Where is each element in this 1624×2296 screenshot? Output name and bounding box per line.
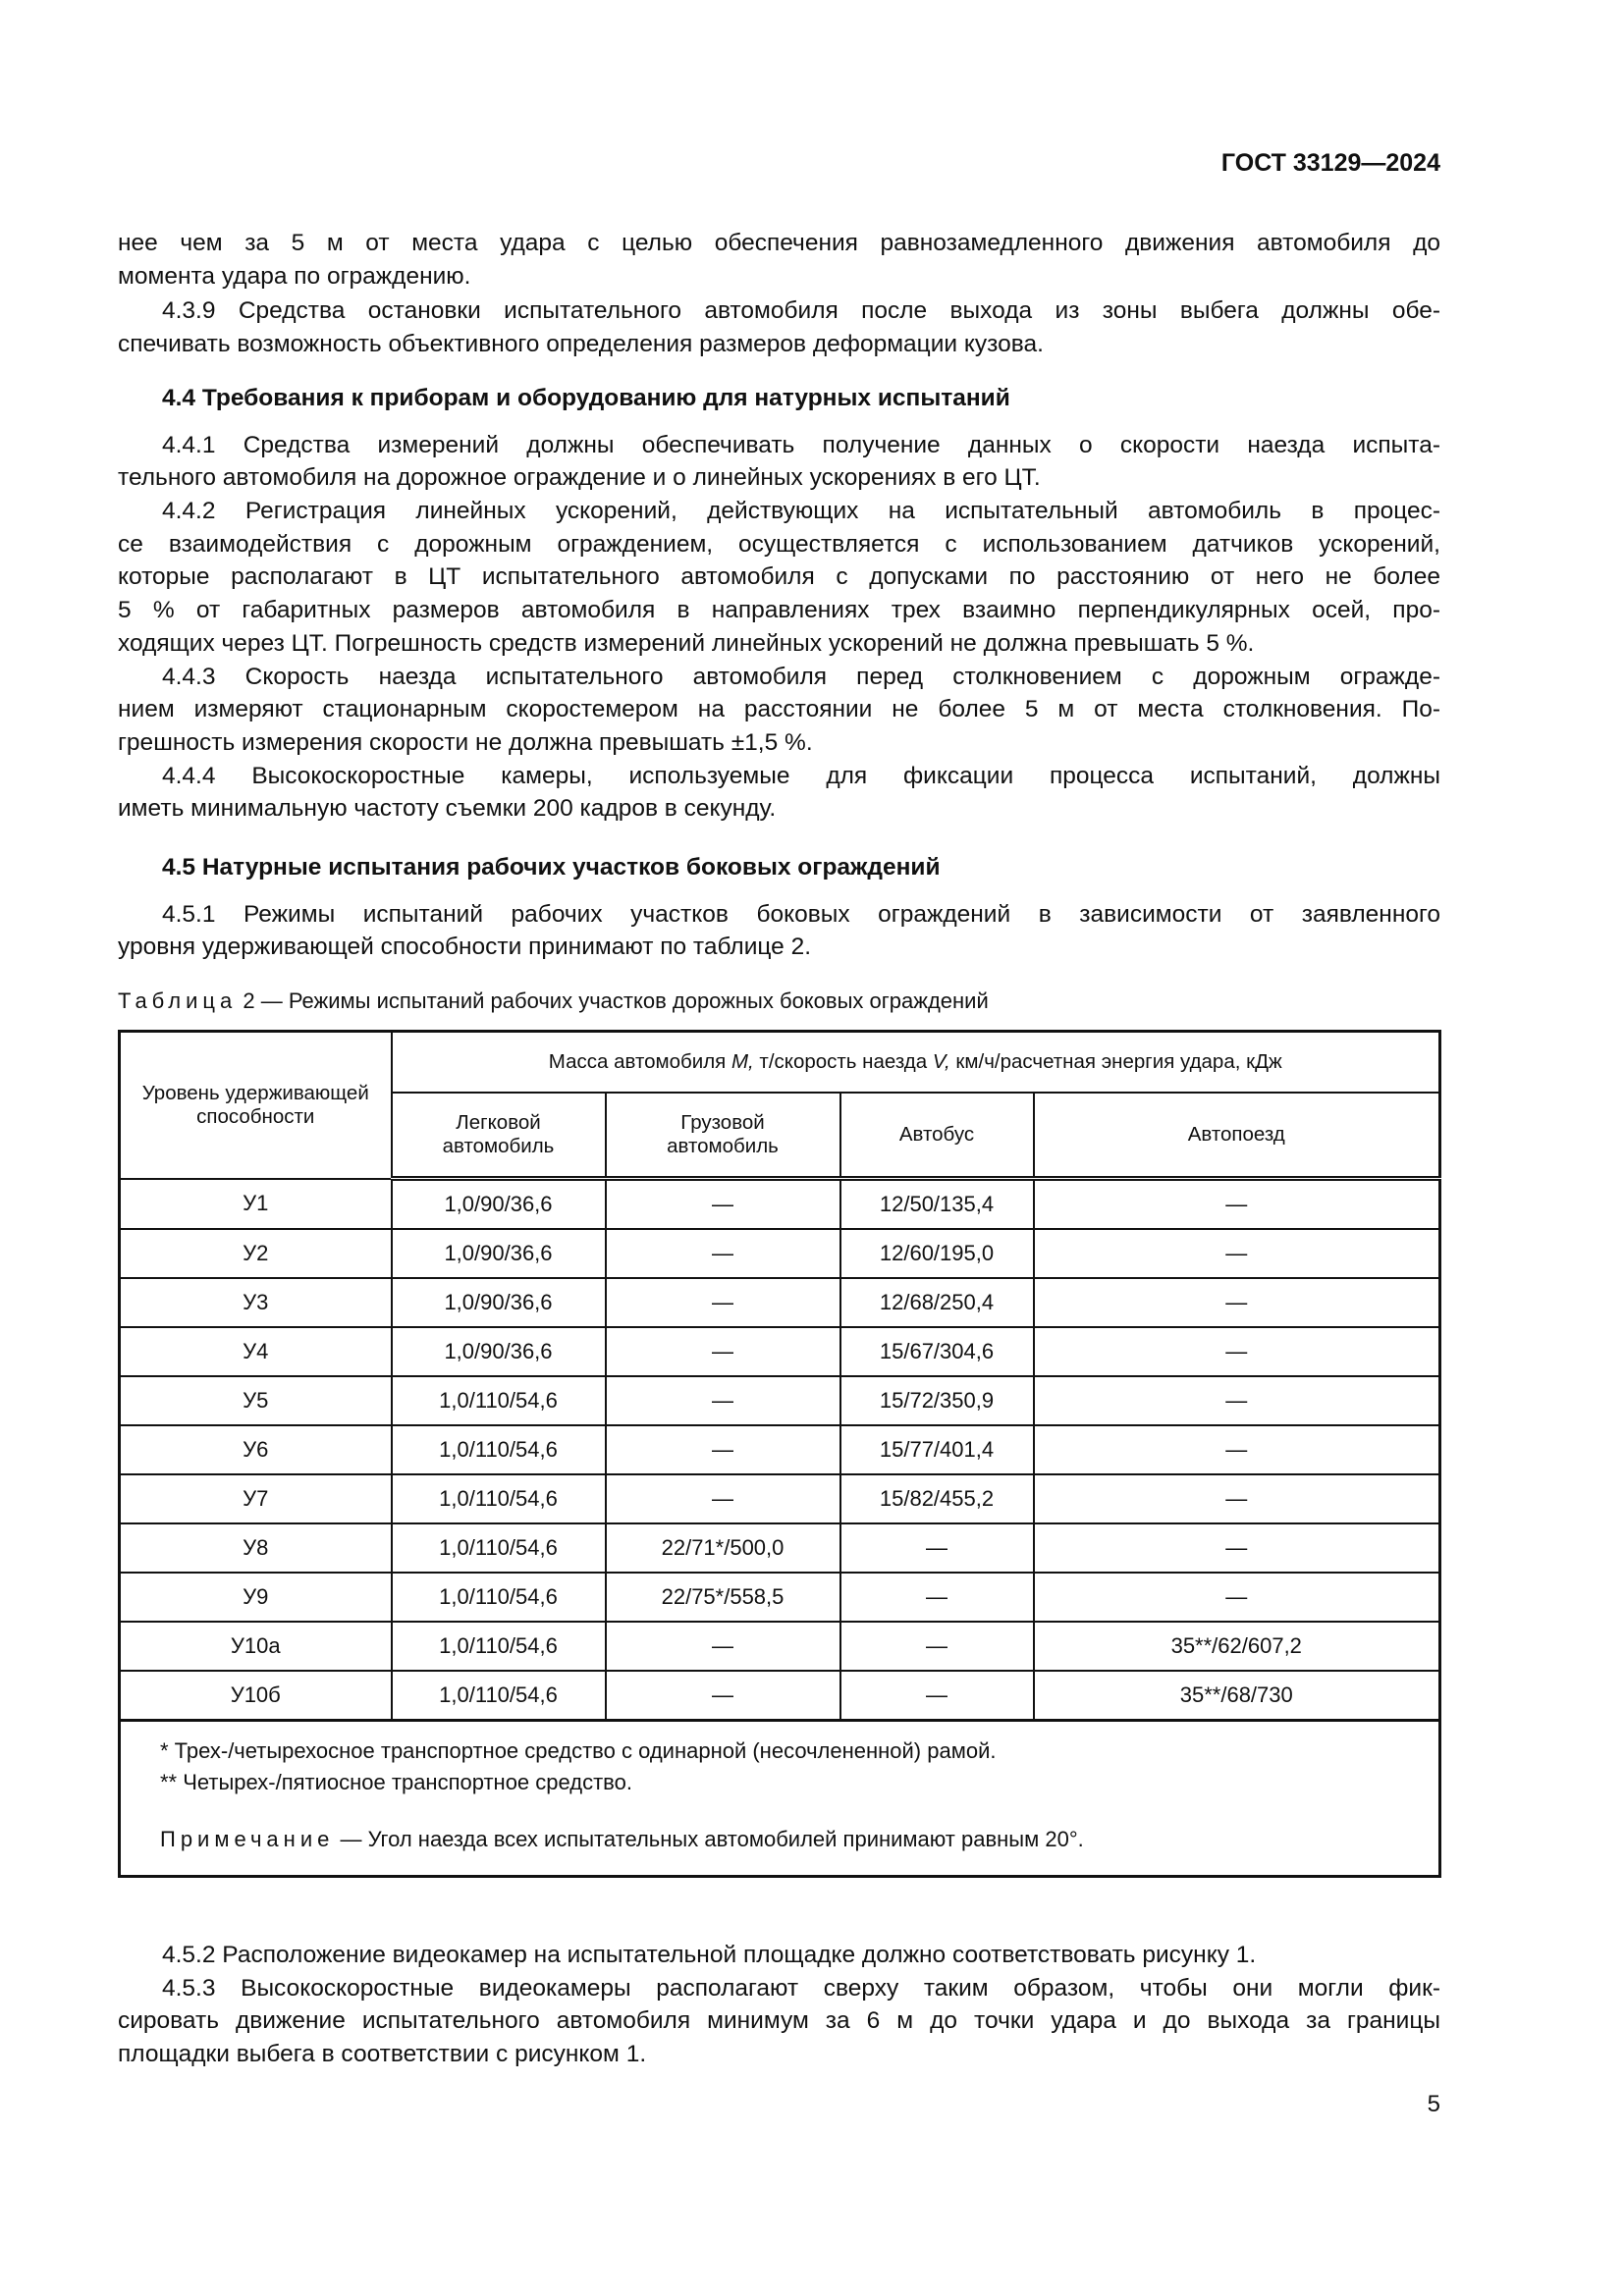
header-bus: Автобус — [840, 1093, 1034, 1179]
table-caption — [118, 988, 989, 1014]
intro-paragraphs — [118, 227, 1440, 361]
document-id: ГОСТ 33129—2024 — [1220, 149, 1440, 177]
caption-text: 2 — Режимы испытаний рабочих участков дорожных боковых ограждений — [237, 988, 989, 1013]
table-cell: 15/67/304,6 — [840, 1327, 1034, 1376]
table-cell: 15/82/455,2 — [840, 1474, 1034, 1523]
table-cell: У10б — [120, 1671, 392, 1721]
table-cell: 1,0/110/54,6 — [392, 1376, 606, 1425]
table-cell: — — [606, 1622, 840, 1671]
paragraph — [118, 1972, 1440, 2071]
table-note: Примечание — Угол наезда всех испытательных автомобилей принимают равным 20°. — [160, 1827, 1084, 1851]
text-line: 5 % от габаритных размеров автомобиля в направлениях трех взаимно перпендикулярных осей, про- — [118, 597, 1440, 624]
table-row — [120, 1425, 1440, 1474]
text-line: сировать движение испытательного автомобиля минимум за 6 м до точки удара и до выхода за границы — [118, 2007, 1440, 2035]
table-cell: — — [1034, 1425, 1440, 1474]
table-cell: — — [1034, 1523, 1440, 1573]
text-line: нием измеряют стационарным скоростемером на расстоянии не более 5 м от места столкновения. По- — [118, 696, 1440, 723]
text-line: площадки выбега в соответствии с рисунком 1. — [118, 2041, 647, 2068]
text-line: ходящих через ЦТ. Погрешность средств измерений линейных ускорений не должна превышать 5 %. — [118, 629, 1255, 657]
table-cell: У7 — [120, 1474, 392, 1523]
table-cell: У3 — [120, 1278, 392, 1327]
after-table-paragraphs — [118, 1939, 1440, 2071]
text-line: 4.4.4 Высокоскоростные камеры, используемые для фиксации процесса испытаний, должны — [162, 762, 1440, 789]
table-row — [120, 1229, 1440, 1278]
header-group: Масса автомобиля M, т/скорость наезда V, км/ч/расчетная энергия удара, кДж — [392, 1032, 1440, 1094]
table-cell: — — [1034, 1179, 1440, 1230]
caption-label: Таблица — [118, 988, 238, 1013]
table-cell: — — [1034, 1573, 1440, 1622]
test-modes-table — [118, 1030, 1441, 1878]
footnote: * Трех-/четырехосное транспортное средство с одинарной (несочлененной) рамой. — [160, 1738, 997, 1763]
text-line: 4.4.2 Регистрация линейных ускорений, действующих на испытательный автомобиль в процес- — [162, 498, 1440, 525]
paragraph — [118, 429, 1440, 495]
table-cell: 1,0/110/54,6 — [392, 1523, 606, 1573]
table-row — [120, 1474, 1440, 1523]
header-car: Легковой автомобиль — [392, 1093, 606, 1179]
table-cell: — — [1034, 1229, 1440, 1278]
table-row — [120, 1327, 1440, 1376]
table-row — [120, 1179, 1440, 1230]
table-cell: 12/60/195,0 — [840, 1229, 1034, 1278]
table-cell: — — [840, 1523, 1034, 1573]
section-4-5 — [118, 851, 1440, 964]
table-cell: 22/75*/558,5 — [606, 1573, 840, 1622]
table-row — [120, 1523, 1440, 1573]
table-cell: — — [606, 1376, 840, 1425]
table-cell: — — [606, 1229, 840, 1278]
table-cell: — — [606, 1278, 840, 1327]
table-cell: 22/71*/500,0 — [606, 1523, 840, 1573]
text-line: уровня удерживающей способности принимают по таблице 2. — [118, 934, 812, 961]
table-row — [120, 1278, 1440, 1327]
text-line: 4.3.9 Средства остановки испытательного автомобиля после выхода из зоны выбега должны обе- — [162, 297, 1440, 325]
header-level: Уровень удерживающей способности — [120, 1032, 392, 1179]
header-road-train: Автопоезд — [1034, 1093, 1440, 1179]
table-cell: У4 — [120, 1327, 392, 1376]
table-cell: — — [1034, 1376, 1440, 1425]
table-cell: 35**/68/730 — [1034, 1671, 1440, 1721]
text-line: 4.4.1 Средства измерений должны обеспечивать получение данных о скорости наезда испыта- — [162, 431, 1440, 458]
text-line: спечивать возможность объективного определения размеров деформации кузова. — [118, 331, 1044, 358]
paragraph — [118, 495, 1440, 660]
table-cell: — — [606, 1327, 840, 1376]
table-cell: У9 — [120, 1573, 392, 1622]
table-cell: У2 — [120, 1229, 392, 1278]
table-cell: — — [840, 1573, 1034, 1622]
table-cell: У8 — [120, 1523, 392, 1573]
table-cell: 1,0/110/54,6 — [392, 1622, 606, 1671]
table-notes — [120, 1721, 1440, 1877]
text-line: 4.5.1 Режимы испытаний рабочих участков боковых ограждений в зависимости от заявленного — [162, 900, 1440, 928]
table-cell: У6 — [120, 1425, 392, 1474]
table-row — [120, 1573, 1440, 1622]
section-4-4 — [118, 382, 1440, 826]
paragraph — [118, 1939, 1440, 1972]
paragraph — [118, 661, 1440, 760]
table-cell: — — [840, 1622, 1034, 1671]
text-line: иметь минимальную частоту съемки 200 кадров в секунду. — [118, 795, 777, 823]
table-cell: — — [606, 1474, 840, 1523]
table-cell: 1,0/110/54,6 — [392, 1425, 606, 1474]
paragraph — [118, 898, 1440, 964]
table-cell: — — [606, 1671, 840, 1721]
table-cell: 12/50/135,4 — [840, 1179, 1034, 1230]
section-heading: 4.4 Требования к приборам и оборудованию для натурных испытаний — [162, 385, 1010, 411]
text-line: се взаимодействия с дорожным ограждением, осуществляется с использованием датчиков ускорений, — [118, 530, 1440, 558]
footnote: ** Четырех-/пятиосное транспортное средство. — [160, 1770, 632, 1794]
text-line: грешность измерения скорости не должна превышать ±1,5 %. — [118, 728, 813, 756]
table-row — [120, 1622, 1440, 1671]
table-cell: 1,0/90/36,6 — [392, 1327, 606, 1376]
text-line: которые располагают в ЦТ испытательного автомобиля с допусками по расстоянию от него не более — [118, 563, 1440, 591]
table-cell: 1,0/110/54,6 — [392, 1573, 606, 1622]
table-cell: 35**/62/607,2 — [1034, 1622, 1440, 1671]
table-cell: 15/77/401,4 — [840, 1425, 1034, 1474]
table-cell: 1,0/90/36,6 — [392, 1179, 606, 1230]
table-cell: — — [1034, 1474, 1440, 1523]
text-line: 4.5.3 Высокоскоростные видеокамеры располагают сверху таким образом, чтобы они могли фик- — [162, 1974, 1440, 2002]
table-cell: 1,0/90/36,6 — [392, 1229, 606, 1278]
text-line: 4.4.3 Скорость наезда испытательного автомобиля перед столкновением с дорожным огражде- — [162, 663, 1440, 690]
table-cell: У1 — [120, 1179, 392, 1230]
table-cell: У5 — [120, 1376, 392, 1425]
table-row — [120, 1671, 1440, 1721]
table-cell: 12/68/250,4 — [840, 1278, 1034, 1327]
table-cell: 15/72/350,9 — [840, 1376, 1034, 1425]
paragraph — [118, 760, 1440, 826]
paragraph — [118, 294, 1440, 360]
text-line: 4.5.2 Расположение видеокамер на испытательной площадке должно соответствовать рисунку 1. — [162, 1942, 1257, 1968]
text-line: момента удара по ограждению. — [118, 262, 471, 290]
header-truck: Грузовой автомобиль — [606, 1093, 840, 1179]
paragraph — [118, 227, 1440, 293]
table-cell: 1,0/110/54,6 — [392, 1671, 606, 1721]
table-cell: 1,0/110/54,6 — [392, 1474, 606, 1523]
table-cell: У10а — [120, 1622, 392, 1671]
table-cell: — — [840, 1671, 1034, 1721]
table-cell: — — [606, 1425, 840, 1474]
table-cell: 1,0/90/36,6 — [392, 1278, 606, 1327]
table-row — [120, 1376, 1440, 1425]
table-cell: — — [1034, 1327, 1440, 1376]
table-cell: — — [606, 1179, 840, 1230]
text-line: тельного автомобиля на дорожное ограждение и о линейных ускорениях в его ЦТ. — [118, 464, 1041, 492]
page-number: 5 — [1427, 2091, 1440, 2117]
table-cell: — — [1034, 1278, 1440, 1327]
section-heading: 4.5 Натурные испытания рабочих участков боковых ограждений — [162, 854, 941, 881]
text-line: нее чем за 5 м от места удара с целью обеспечения равнозамедленного движения автомобиля до — [118, 230, 1440, 256]
